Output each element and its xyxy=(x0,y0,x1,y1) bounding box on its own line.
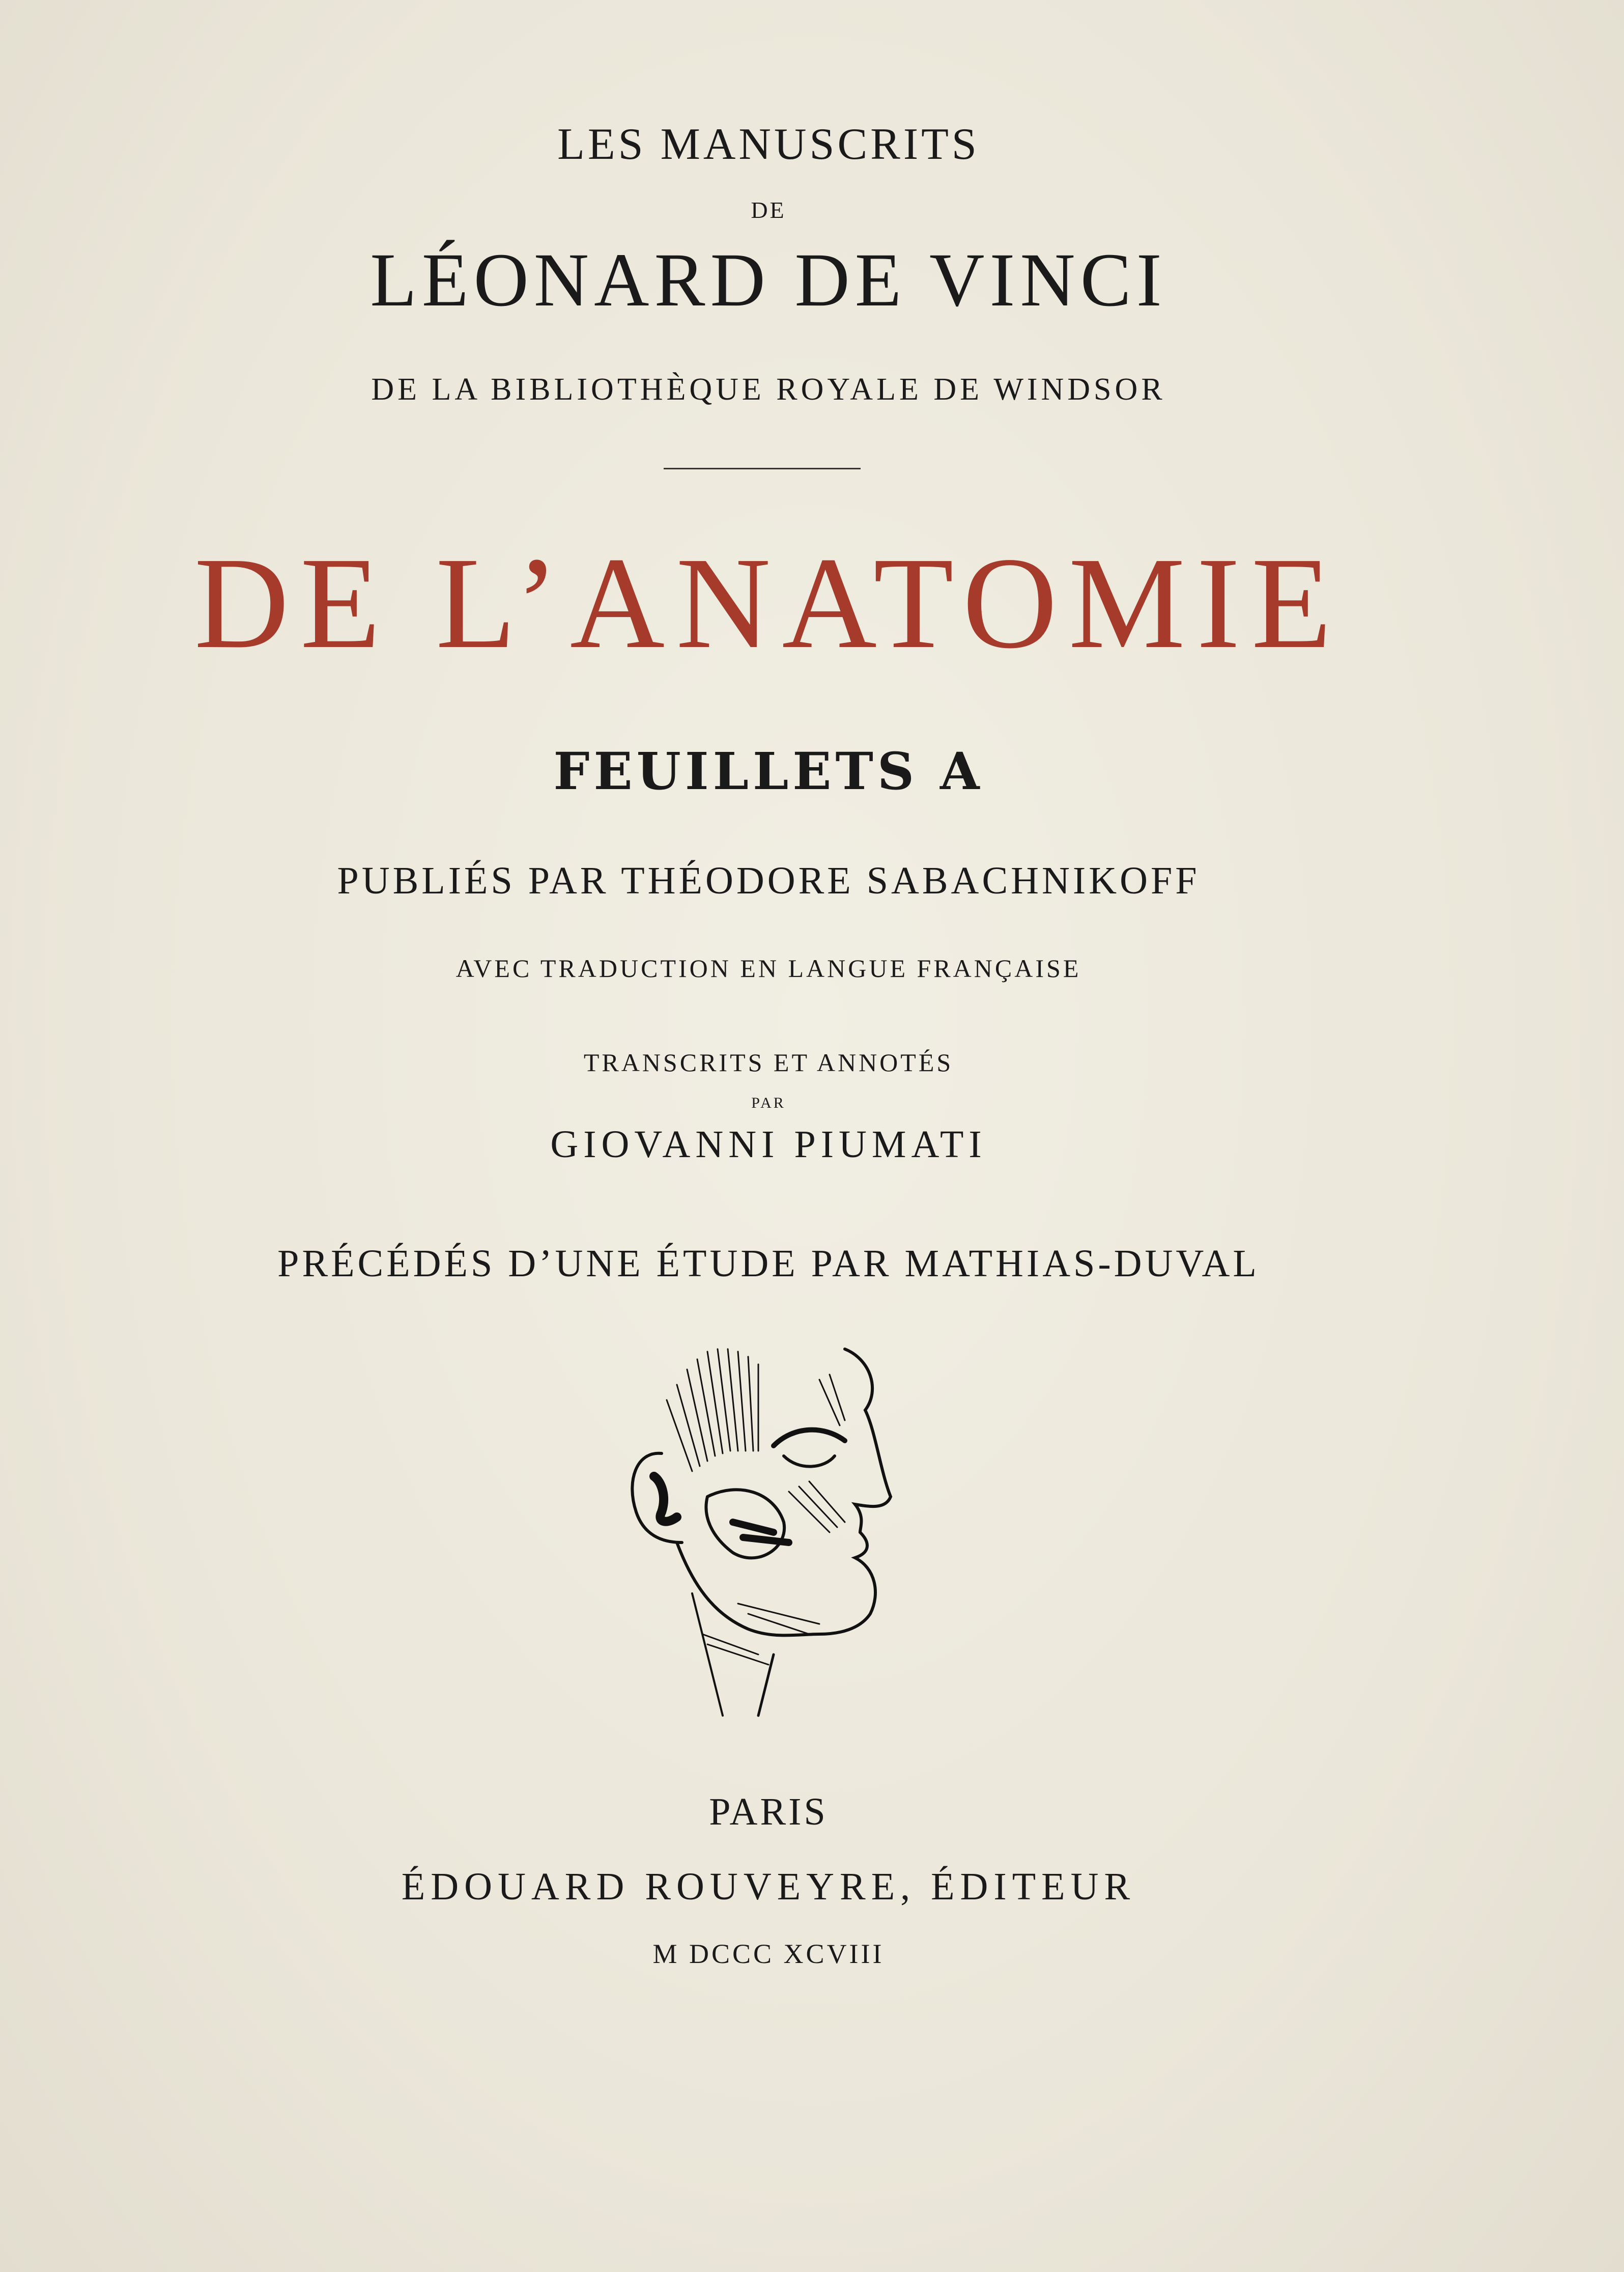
author-name: LÉONARD DE VINCI xyxy=(370,238,1167,322)
series-line: LES MANUSCRITS xyxy=(557,120,980,169)
collection-line: DE LA BIBLIOTHÈQUE ROYALE DE WINDSOR xyxy=(371,372,1166,407)
anatomical-head-illustration xyxy=(606,1329,916,1736)
de-line: DE xyxy=(751,197,786,223)
translation-line: AVEC TRADUCTION EN LANGUE FRANÇAISE xyxy=(455,954,1081,983)
book-title: DE L’ANATOMIE xyxy=(194,530,1343,676)
publisher-line: PUBLIÉS PAR THÉODORE SABACHNIKOFF xyxy=(337,859,1200,902)
editor-line: ÉDOUARD ROUVEYRE, ÉDITEUR xyxy=(401,1865,1136,1908)
subtitle: FEUILLETS A xyxy=(553,741,984,801)
par-line: PAR xyxy=(751,1095,786,1111)
transcribed-line: TRANSCRITS ET ANNOTÉS xyxy=(583,1048,954,1077)
preface-line: PRÉCÉDÉS D’UNE ÉTUDE PAR MATHIAS-DUVAL xyxy=(277,1242,1260,1285)
divider-rule xyxy=(664,468,861,469)
annotator-name: GIOVANNI PIUMATI xyxy=(550,1123,987,1166)
publication-year: M DCCC XCVIII xyxy=(652,1939,885,1969)
city: PARIS xyxy=(709,1790,828,1833)
